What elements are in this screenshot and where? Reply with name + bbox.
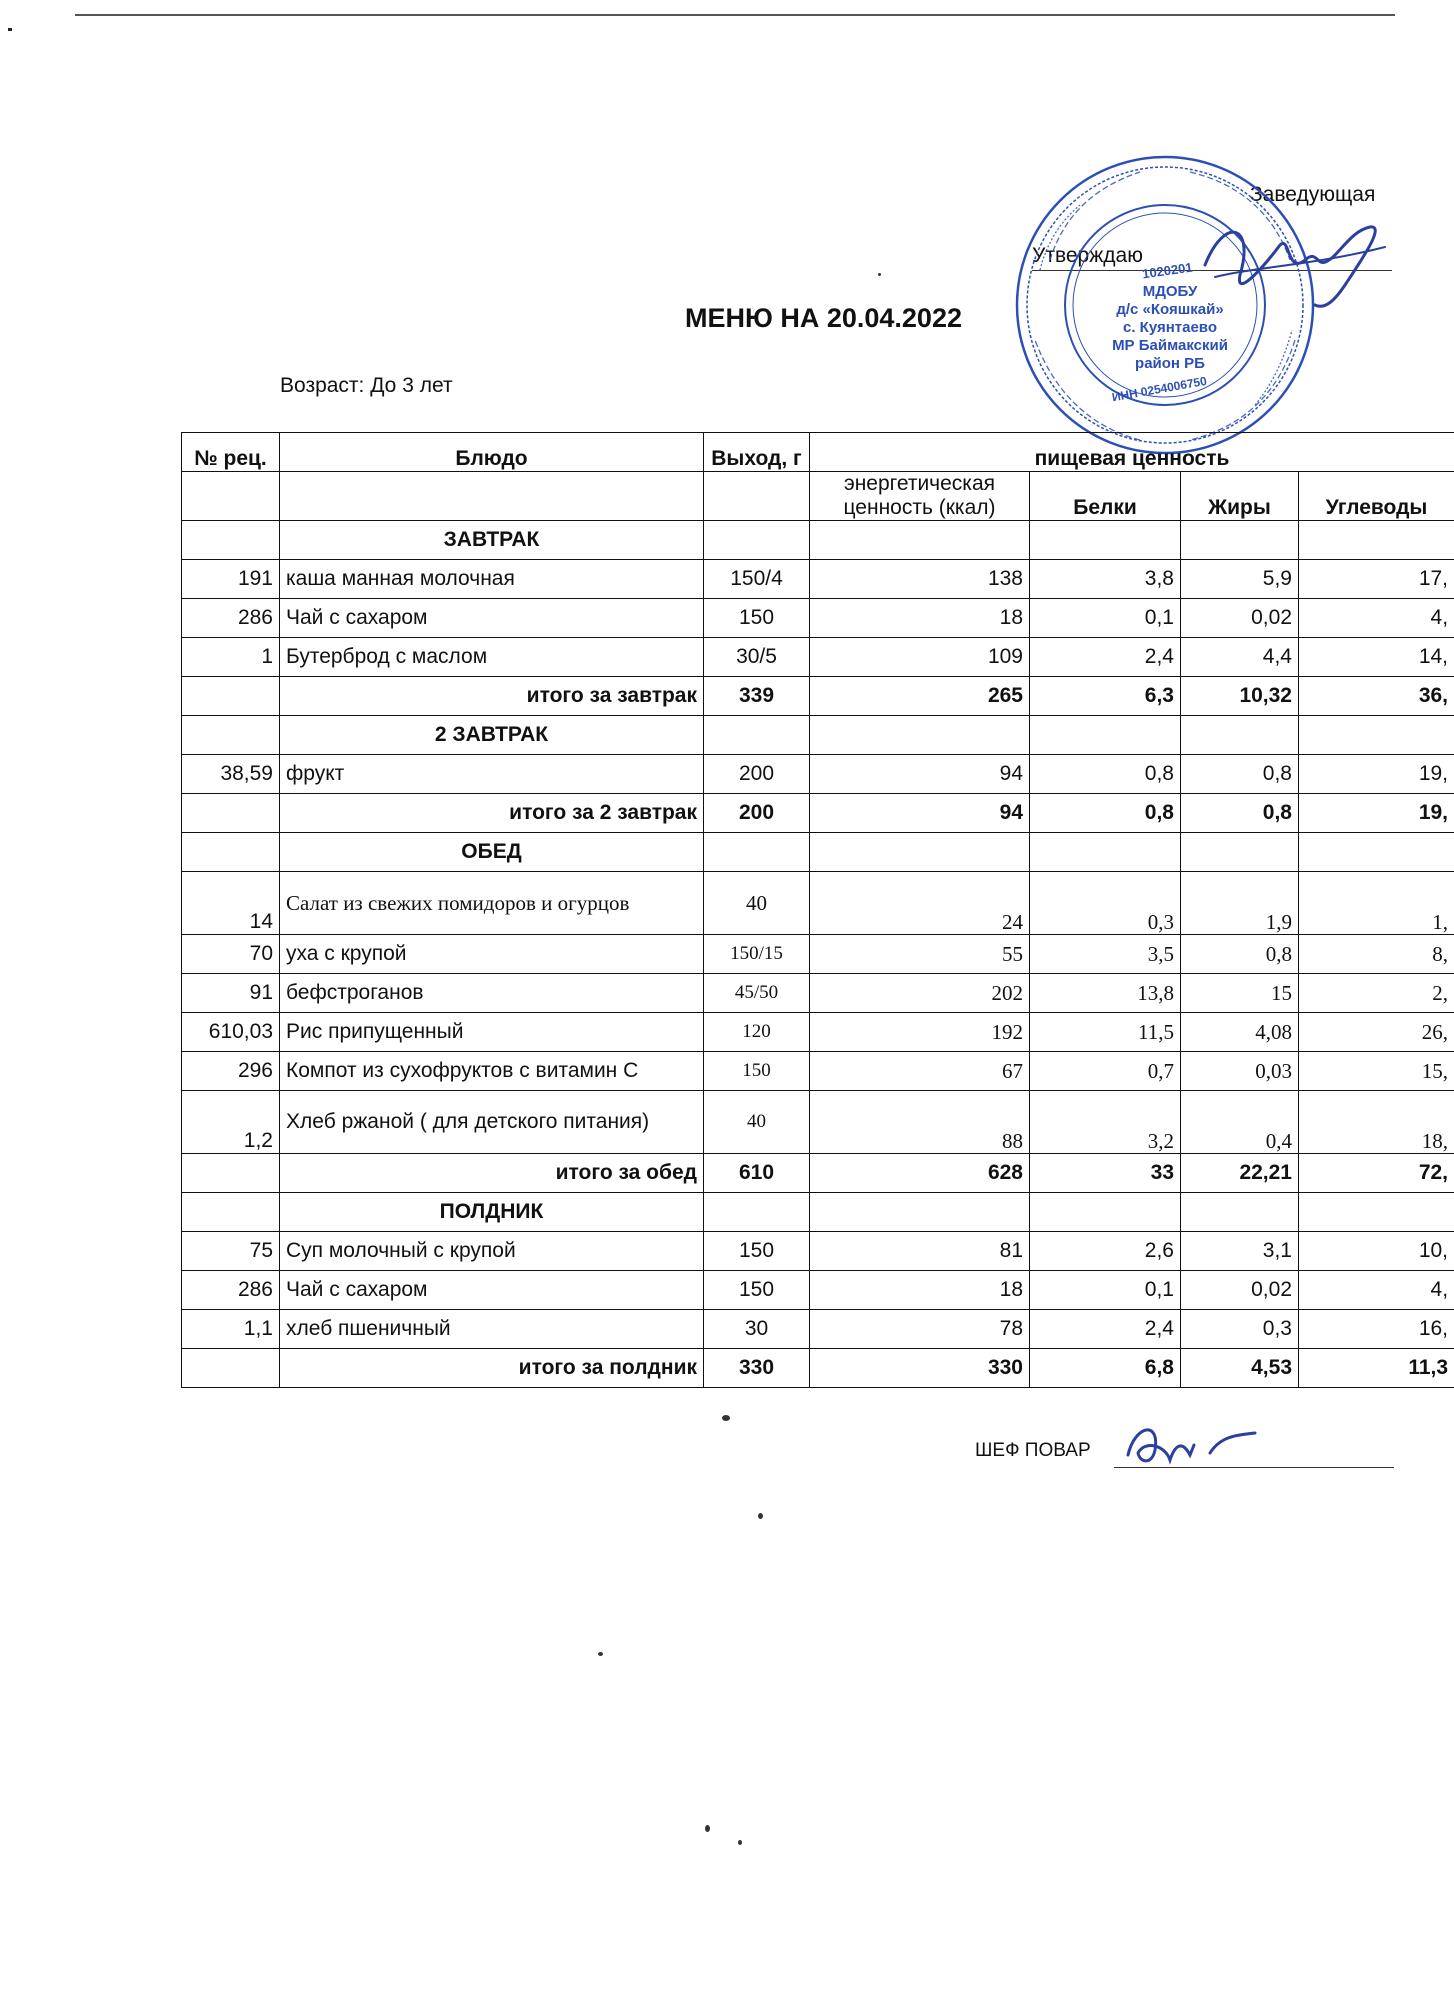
- stamp-line1: МДОБУ: [1142, 283, 1198, 300]
- yield-cell: 150: [704, 1271, 810, 1310]
- table-row: [182, 638, 1454, 677]
- dish-cell: Хлеб ржаной ( для детского питания): [280, 1091, 704, 1154]
- rec-cell: 1,2: [182, 1091, 280, 1154]
- header-carbs: Углеводы: [1299, 472, 1454, 521]
- yield-cell: 30/5: [704, 638, 810, 677]
- carbs-cell: 2,: [1299, 974, 1454, 1013]
- header-fat: Жиры: [1181, 472, 1299, 521]
- total-protein: 0,8: [1030, 794, 1181, 833]
- age-group: Возраст: До 3 лет: [280, 374, 453, 397]
- total-protein: 6,8: [1030, 1349, 1181, 1388]
- section-label: ПОЛДНИК: [280, 1193, 704, 1232]
- section-row-snack: [182, 1193, 1454, 1232]
- table-row: [182, 872, 1454, 935]
- fat-cell: 5,9: [1181, 560, 1299, 599]
- fat-cell: 4,4: [1181, 638, 1299, 677]
- table-row: [182, 560, 1454, 599]
- header-yield: Выход, г: [704, 433, 810, 472]
- energy-cell: 109: [810, 638, 1030, 677]
- total-carbs: 36,: [1299, 677, 1454, 716]
- section-row-lunch: [182, 833, 1454, 872]
- header-energy: энергетическая ценность (ккал): [810, 472, 1030, 521]
- table-row: [182, 599, 1454, 638]
- yield-cell: 150: [704, 1232, 810, 1271]
- energy-cell: 24: [810, 872, 1030, 935]
- yield-cell: 150/15: [704, 935, 810, 974]
- yield-cell: 40: [704, 1091, 810, 1154]
- protein-cell: 0,1: [1030, 1271, 1181, 1310]
- carbs-cell: 18,: [1299, 1091, 1454, 1154]
- energy-cell: 138: [810, 560, 1030, 599]
- total-row-breakfast: [182, 677, 1454, 716]
- table-row: [182, 1271, 1454, 1310]
- fat-cell: 3,1: [1181, 1232, 1299, 1271]
- protein-cell: 0,8: [1030, 755, 1181, 794]
- fat-cell: 0,02: [1181, 599, 1299, 638]
- fat-cell: 15: [1181, 974, 1299, 1013]
- fat-cell: 0,8: [1181, 935, 1299, 974]
- page-title: МЕНЮ НА 20.04.2022: [685, 303, 962, 333]
- section-row-second-breakfast: [182, 716, 1454, 755]
- dish-cell: уха с крупой: [280, 935, 704, 974]
- energy-cell: 67: [810, 1052, 1030, 1091]
- dish-cell: Рис припущенный: [280, 1013, 704, 1052]
- energy-cell: 202: [810, 974, 1030, 1013]
- rec-cell: 610,03: [182, 1013, 280, 1052]
- total-protein: 6,3: [1030, 677, 1181, 716]
- energy-cell: 55: [810, 935, 1030, 974]
- approval-label: Утверждаю: [1032, 244, 1143, 267]
- director-signature: [1195, 205, 1395, 315]
- energy-cell: 18: [810, 599, 1030, 638]
- rec-cell: 191: [182, 560, 280, 599]
- yield-cell: 200: [704, 755, 810, 794]
- dish-cell: каша манная молочная: [280, 560, 704, 599]
- carbs-cell: 1,: [1299, 872, 1454, 935]
- dish-cell: Бутерброд с маслом: [280, 638, 704, 677]
- rec-cell: 286: [182, 1271, 280, 1310]
- yield-cell: 120: [704, 1013, 810, 1052]
- header-protein: Белки: [1030, 472, 1181, 521]
- yield-cell: 40: [704, 872, 810, 935]
- fat-cell: 0,4: [1181, 1091, 1299, 1154]
- stamp-line2: д/с «Кояшкай»: [1116, 301, 1224, 318]
- dish-cell: Салат из свежих помидоров и огурцов: [280, 872, 704, 935]
- scan-speck: [705, 1825, 710, 1832]
- total-label: итого за обед: [280, 1154, 704, 1193]
- section-label: 2 ЗАВТРАК: [280, 716, 704, 755]
- approval-position: Заведующая: [1250, 183, 1376, 206]
- carbs-cell: 4,: [1299, 1271, 1454, 1310]
- fat-cell: 0,8: [1181, 755, 1299, 794]
- total-energy: 265: [810, 677, 1030, 716]
- protein-cell: 13,8: [1030, 974, 1181, 1013]
- carbs-cell: 17,: [1299, 560, 1454, 599]
- section-label: ЗАВТРАК: [280, 521, 704, 560]
- total-fat: 22,21: [1181, 1154, 1299, 1193]
- rec-cell: 75: [182, 1232, 280, 1271]
- header-row-1: [182, 433, 1454, 472]
- protein-cell: 0,7: [1030, 1052, 1181, 1091]
- total-carbs: 19,: [1299, 794, 1454, 833]
- protein-cell: 2,6: [1030, 1232, 1181, 1271]
- total-carbs: 11,3: [1299, 1349, 1454, 1388]
- dish-cell: Суп молочный с крупой: [280, 1232, 704, 1271]
- table-row: [182, 935, 1454, 974]
- scan-speck: [738, 1840, 742, 1845]
- rec-cell: 91: [182, 974, 280, 1013]
- dish-cell: Компот из сухофруктов с витамин С: [280, 1052, 704, 1091]
- protein-cell: 2,4: [1030, 638, 1181, 677]
- total-label: итого за 2 завтрак: [280, 794, 704, 833]
- energy-cell: 88: [810, 1091, 1030, 1154]
- total-yield: 200: [704, 794, 810, 833]
- fat-cell: 0,02: [1181, 1271, 1299, 1310]
- carbs-cell: 15,: [1299, 1052, 1454, 1091]
- fat-cell: 0,3: [1181, 1310, 1299, 1349]
- fat-cell: 0,03: [1181, 1052, 1299, 1091]
- protein-cell: 0,1: [1030, 599, 1181, 638]
- protein-cell: 3,2: [1030, 1091, 1181, 1154]
- yield-cell: 45/50: [704, 974, 810, 1013]
- carbs-cell: 19,: [1299, 755, 1454, 794]
- protein-cell: 11,5: [1030, 1013, 1181, 1052]
- protein-cell: 0,3: [1030, 872, 1181, 935]
- rec-cell: 286: [182, 599, 280, 638]
- total-carbs: 72,: [1299, 1154, 1454, 1193]
- energy-cell: 94: [810, 755, 1030, 794]
- yield-cell: 150/4: [704, 560, 810, 599]
- stamp-line5: район РБ: [1135, 355, 1205, 372]
- rec-cell: 14: [182, 872, 280, 935]
- energy-cell: 78: [810, 1310, 1030, 1349]
- dish-cell: бефстроганов: [280, 974, 704, 1013]
- yield-cell: 30: [704, 1310, 810, 1349]
- energy-cell: 192: [810, 1013, 1030, 1052]
- dish-cell: фрукт: [280, 755, 704, 794]
- yield-cell: 150: [704, 1052, 810, 1091]
- total-protein: 33: [1030, 1154, 1181, 1193]
- menu-table: [181, 432, 1454, 1388]
- rec-cell: 70: [182, 935, 280, 974]
- carbs-cell: 14,: [1299, 638, 1454, 677]
- scan-mark: [8, 28, 12, 31]
- rec-cell: 296: [182, 1052, 280, 1091]
- rec-cell: 38,59: [182, 755, 280, 794]
- carbs-cell: 4,: [1299, 599, 1454, 638]
- total-yield: 330: [704, 1349, 810, 1388]
- total-yield: 339: [704, 677, 810, 716]
- energy-cell: 81: [810, 1232, 1030, 1271]
- total-label: итого за завтрак: [280, 677, 704, 716]
- yield-cell: 150: [704, 599, 810, 638]
- total-row-second-breakfast: [182, 794, 1454, 833]
- total-energy: 94: [810, 794, 1030, 833]
- header-dish: Блюдо: [280, 433, 704, 472]
- total-fat: 0,8: [1181, 794, 1299, 833]
- chef-signature: [1120, 1415, 1270, 1475]
- section-row-breakfast: [182, 521, 1454, 560]
- scan-speck: [878, 273, 881, 276]
- header-row-2: [182, 472, 1454, 521]
- scan-speck: [722, 1415, 730, 1421]
- dish-cell: Чай с сахаром: [280, 1271, 704, 1310]
- total-row-lunch: [182, 1154, 1454, 1193]
- header-nutrition: пищевая ценность: [810, 433, 1454, 472]
- table-row: [182, 974, 1454, 1013]
- rec-cell: 1: [182, 638, 280, 677]
- carbs-cell: 8,: [1299, 935, 1454, 974]
- dish-cell: Чай с сахаром: [280, 599, 704, 638]
- carbs-cell: 16,: [1299, 1310, 1454, 1349]
- scan-speck: [758, 1513, 763, 1519]
- total-row-snack: [182, 1349, 1454, 1388]
- total-fat: 4,53: [1181, 1349, 1299, 1388]
- total-label: итого за полдник: [280, 1349, 704, 1388]
- protein-cell: 2,4: [1030, 1310, 1181, 1349]
- total-fat: 10,32: [1181, 677, 1299, 716]
- table-row: [182, 1232, 1454, 1271]
- top-rule: [75, 14, 1395, 16]
- table-row: [182, 755, 1454, 794]
- fat-cell: 4,08: [1181, 1013, 1299, 1052]
- dish-cell: хлеб пшеничный: [280, 1310, 704, 1349]
- carbs-cell: 10,: [1299, 1232, 1454, 1271]
- total-energy: 330: [810, 1349, 1030, 1388]
- energy-cell: 18: [810, 1271, 1030, 1310]
- scan-speck: [598, 1652, 603, 1656]
- rec-cell: 1,1: [182, 1310, 280, 1349]
- table-row: [182, 1310, 1454, 1349]
- fat-cell: 1,9: [1181, 872, 1299, 935]
- table-row: [182, 1091, 1454, 1154]
- protein-cell: 3,5: [1030, 935, 1181, 974]
- protein-cell: 3,8: [1030, 560, 1181, 599]
- total-energy: 628: [810, 1154, 1030, 1193]
- stamp-line3: с. Куянтаево: [1122, 319, 1218, 336]
- chef-label: ШЕФ ПОВАР: [975, 1440, 1091, 1461]
- total-yield: 610: [704, 1154, 810, 1193]
- stamp-line4: МР Баймакский: [1112, 337, 1228, 354]
- table-row: [182, 1052, 1454, 1091]
- table-row: [182, 1013, 1454, 1052]
- carbs-cell: 26,: [1299, 1013, 1454, 1052]
- header-rec-no: № рец.: [182, 433, 280, 472]
- stamp-ogrn: 1020201: [1141, 259, 1194, 282]
- section-label: ОБЕД: [280, 833, 704, 872]
- stamp-inn: ИНН 0254006750: [1110, 373, 1208, 405]
